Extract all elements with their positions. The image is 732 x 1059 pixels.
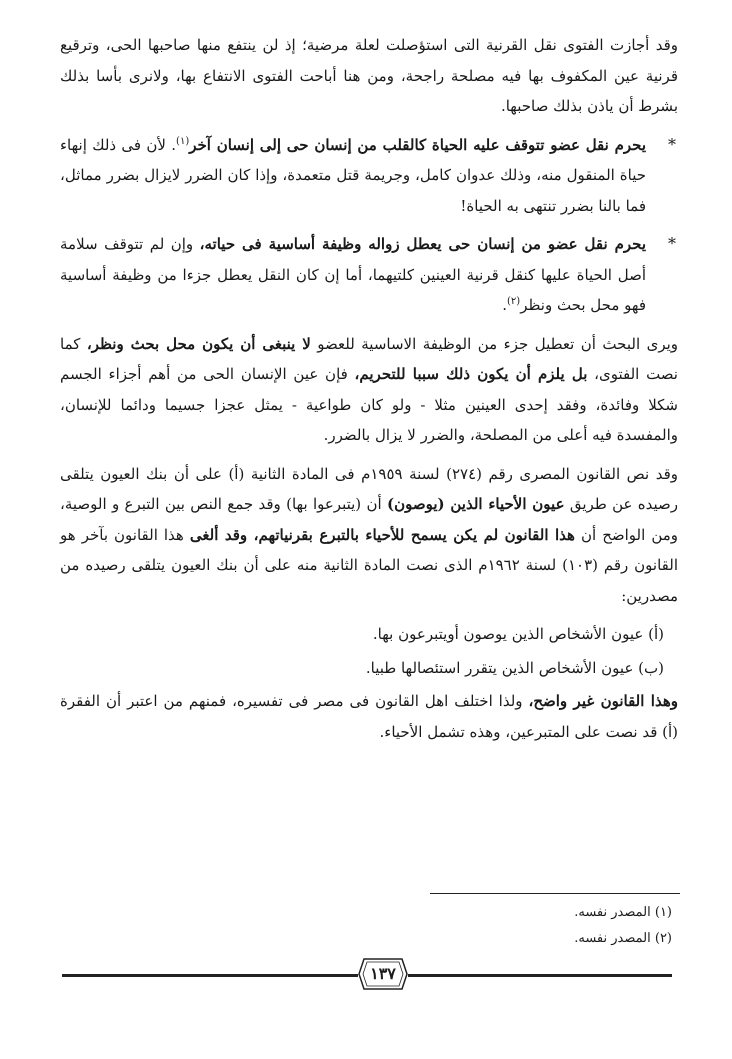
p2-bold-1: لا ينبغى أن يكون محل بحث ونظر، [86, 334, 311, 353]
footnotes [574, 900, 672, 952]
paragraph-1: وقد أجازت الفتوى نقل القرنية التى استؤصلت لعلة مرضية؛ إذ لن ينتفع منها صاحبها الحى، وترقيع قرنية عين المكفوف بها فيه مصلحة راجحة، ومن هنا أباحت الفتوى الانتفاع بها، ولانرى بأسا بذلك بشرط أن ياذن بذلك صاحبها. [60, 36, 678, 115]
p3-bold-1: عيون الأحياء الذين (يوصون) [387, 495, 565, 513]
paragraph-4 [60, 686, 678, 747]
sub-item-b: (ب) عيون الأشخاص الذين يتقرر استئصالها طبيا. [365, 658, 664, 677]
footnote-divider [430, 893, 680, 894]
ruling-1-text: . لأن فى ذلك إنهاء حياة المنقول منه، وذلك عدوان كامل، وجريمة قتل متعمدة، وإذا كان الضرر لايزال بضرر مماثل، فما بالنا بضرر تنتهى به الحياة! [60, 135, 646, 215]
page-body [60, 30, 678, 755]
ruling-1-heading: يحرم نقل عضو تتوقف عليه الحياة كالقلب من إنسان حى إلى إنسان آخر [189, 135, 647, 154]
footer-rule-left [62, 974, 358, 977]
ruling-2-text: وإن لم تتوقف سلامة أصل الحياة عليها كنقل قرنية العينين كلتيهما، أما إن كان النقل يعطل جزءا من وظيفة أساسية فهو محل بحث ونظر [60, 235, 646, 314]
p2-bold-2: بل يلزم أن يكون ذلك سببا للتحريم، [354, 365, 588, 383]
footnote-2: (٢) المصدر نفسه. [574, 931, 672, 946]
p2-text-a: ويرى البحث أن تعطيل جزء من الوظيفة الاساسية للعضو [310, 334, 679, 353]
paragraph-3 [60, 459, 678, 612]
p3-bold-2: هذا القانون لم يكن يسمح للأحياء بالتبرع بقرنياتهم، وقد ألغى [189, 525, 575, 544]
ruling-2-end: . [502, 296, 507, 314]
ruling-2-heading: يحرم نقل عضو من إنسان حى يعطل زواله وظيفة أساسية فى حياته، [199, 235, 646, 253]
footnote-ref-1: (١) [176, 135, 190, 147]
page-number: ١٣٧ [370, 964, 396, 983]
ruling-item-1 [60, 130, 678, 222]
p3-text-c: أن (يتبرعوا بها) وقد جمع النص بين التبرع و الوصية، ومن الواضح أن [60, 495, 679, 544]
p3-text-d: هذا القانون بآخر هو القانون رقم (١٠٣) لسنة ١٩٦٢م الذى نصت المادة الثانية منه على أن بنك العيون يتلقى رصيده من مصدرين: [60, 525, 678, 605]
ruling-item-2 [60, 229, 678, 321]
paragraph-2 [60, 329, 678, 451]
bullet-star: * [668, 234, 676, 253]
footnote-ref-2: (٢) [507, 296, 521, 307]
sub-item-a: (أ) عيون الأشخاص الذين يوصون أويتبرعون بها. [372, 625, 664, 643]
p2-text-d: فإن عين الإنسان الحى من أهم أجزاء الجسم شكلا وفائدة، وفقد إحدى العينين مثلا - ولو كان طواعية - يمثل عجزا جسيما ودائما للإنسان، والمفسدة فيه أعلى من المصلحة، والضرر لا يزال بالضرر. [60, 365, 678, 444]
p4-text: ولذا اختلف اهل القانون فى مصر فى تفسيره، فمنهم من اعتبر أن الفقرة (أ) قد نصت على المتبرعين، وهذه تشمل الأحياء. [60, 692, 678, 741]
p3-text-a: وقد نص القانون المصرى رقم (٢٧٤) لسنة ١٩٥٩م فى المادة الثانية (أ) على أن بنك العيون يتلقى رصيده عن طريق [60, 464, 679, 513]
p2-text-c: كما نصت الفتوى، [60, 334, 678, 383]
footnote-1: (١) المصدر نفسه. [574, 905, 672, 920]
footer-rule-right [408, 974, 672, 977]
bullet-star: * [668, 134, 676, 154]
p4-bold: وهذا القانون غير واضح، [528, 692, 679, 710]
